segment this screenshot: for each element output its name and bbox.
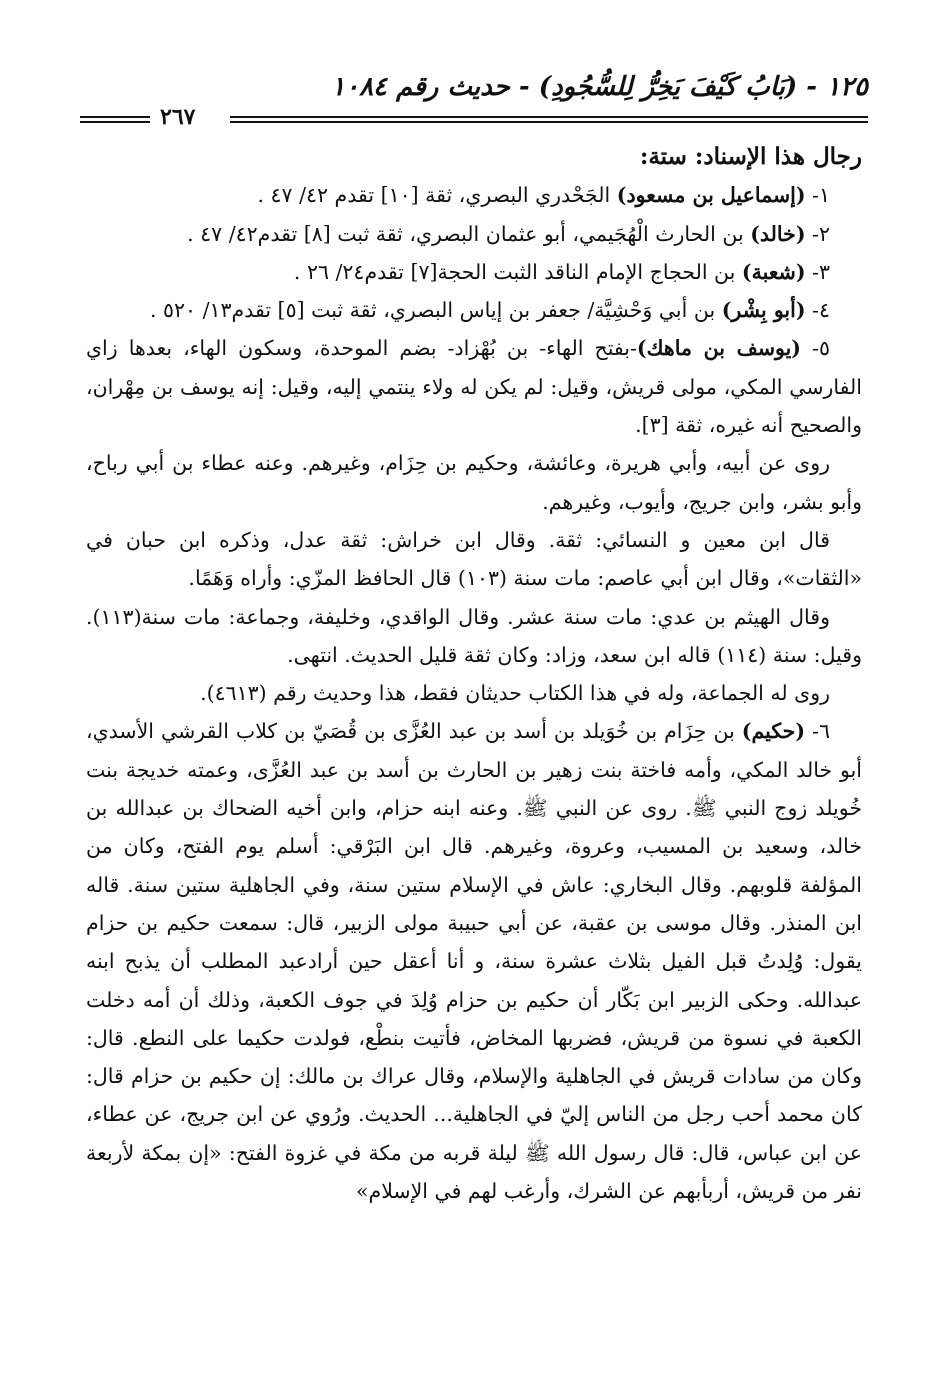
body-paragraph: قال ابن معين و النسائي: ثقة. وقال ابن خراش: ثقة عدل، وذكره ابن حبان في «الثقات»، وقال ابن أبي عاصم: مات سنة (١٠٣) قال الحافظ المزّي: وأراه وَهَمًا. (86, 527, 862, 591)
narrator-name: (شعبة) (741, 259, 806, 284)
narrator-entry (86, 215, 862, 253)
narrator-name: (إسماعيل بن مسعود) (616, 183, 806, 208)
body-paragraph: وقال الهيثم بن عدي: مات سنة عشر. وقال الواقدي، وخليفة، وجماعة: مات سنة(١١٣). وقيل: سنة (١١٤) قاله ابن سعد، وزاد: وكان ثقة قليل الحديث. انتهى. (86, 604, 862, 667)
narrator-name: (أبو بِشْر) (721, 298, 806, 323)
narrator-text: الجَحْدري البصري، ثقة [١٠] تقدم ٤٢/ ٤٧ . (257, 183, 617, 208)
narrator-entry (86, 329, 862, 444)
narrator-text: بن الحجاج الإمام الناقد الثبت الحجة[٧] تقدم٢٤/ ٢٦ . (293, 259, 742, 284)
narrator-text: بن أبي وَحْشِيَّة/ جعفر بن إياس البصري، ثقة ثبت [٥] تقدم١٣/ ٥٢٠ . (149, 298, 722, 323)
narrator-name: (خالد) (750, 221, 806, 246)
narrator-entry (86, 712, 862, 1210)
body-paragraph: روى عن أبيه، وأبي هريرة، وعائشة، وحكيم بن حِزَام، وغيرهم. وعنه عطاء بن أبي رباح، وأبو بشر، وابن جريج، وأيوب، وغيرهم. (86, 451, 862, 514)
entry-number: ٢- (805, 221, 830, 246)
narrator-name: (يوسف بن ماهك) (636, 336, 801, 361)
header-rule (80, 104, 868, 130)
rule-long-divider (230, 116, 868, 123)
narrator-entry (86, 176, 862, 214)
section-heading: رجال هذا الإسناد: ستة: (639, 143, 862, 170)
narrator-name: (حكيم) (741, 719, 806, 744)
body-paragraph: روى له الجماعة، وله في هذا الكتاب حديثان فقط، هذا وحديث رقم (٤٦١٣). (200, 681, 830, 706)
narrator-text: بن الحارث الْهُجَيمي، أبو عثمان البصري، ثقة ثبت [٨] تقدم٤٢/ ٤٧ . (187, 221, 751, 246)
entry-number: ٥- (801, 336, 830, 361)
narrator-text: -بفتح الهاء- بن بُهْزاد- بضم الموحدة، وسكون الهاء، بعدها زاي الفارسي المكي، مولى قريش، وقيل: لم يكن له ولاء ينتمي إليه، وقيل: إنه يوسف بن مِهْران، والصحيح أنه غيره، ثقة [٣]. (86, 336, 862, 438)
narrator-entry (86, 291, 862, 329)
narrator-text: بن حِزَام بن خُوَيلد بن أسد بن عبد العُزَّى بن قُصَيّ بن كلاب القرشي الأسدي، أبو خالد المكي، وأمه فاختة بنت زهير بن الحارث بن أسد بن عبد العُزَّى، وعمته خديجة بنت خُويلد زوج النبي ﷺ. روى عن النبي ﷺ. وعنه ابنه حزام، وابن أخيه الضحاك بن عبدالله بن خالد، وسعيد بن المسيب، وعروة، وغيرهم. قال ابن البَرْقي: أسلم يوم الفتح، وكان من المؤلفة قلوبهم. وقال البخاري: عاش في الإسلام ستين سنة، وفي الجاهلية ستين سنة. قاله ابن المنذر. وقال موسى بن عقبة، عن أبي حبيبة مولى الزبير، قال: سمعت حكيم بن حزام يقول: وُلِدتُ قبل الفيل بثلاث عشرة سنة، و أنا أعقل حين أرادعبد المطلب أن يذبح ابنه عبدالله. وحكى الزبير ابن بَكّار أن حكيم بن حزام وُلِدَ في جوف الكعبة، وذلك أن أمه دخلت الكعبة في نسوة من قريش، فضربها المخاض، فأتيت بنطْع، فولدت حكيما على النطع. قال: وكان من سادات قريش في الجاهلية والإسلام، وقال عراك بن مالك: إن حكيم بن حزام قال: كان محمد أحب رجل من الناس إليّ في الجاهلية... الحديث. ورُوي عن ابن جريج، عن عطاء، عن ابن عباس، قال: قال رسول الله ﷺ ليلة قربه من مكة في غزوة الفتح: «إن بمكة لأربعة نفر من قريش، أربأبهم عن الشرك، وأرغب لهم في الإسلام» (86, 719, 862, 1204)
entry-number: ١- (805, 183, 830, 208)
entry-number: ٤- (805, 298, 830, 323)
rule-short-divider (80, 116, 150, 123)
running-title: ١٢٥ - (بَابُ كَيْفَ يَخِرُّ لِلسُّجُودِ) - حديث رقم ١٠٨٤ (331, 72, 868, 102)
page-header (80, 72, 868, 112)
page-body (86, 138, 862, 1210)
page-number: ٢٦٧ (160, 104, 196, 130)
narrator-entry (86, 253, 862, 291)
entry-number: ٣- (805, 259, 830, 284)
entry-number: ٦- (805, 719, 830, 744)
